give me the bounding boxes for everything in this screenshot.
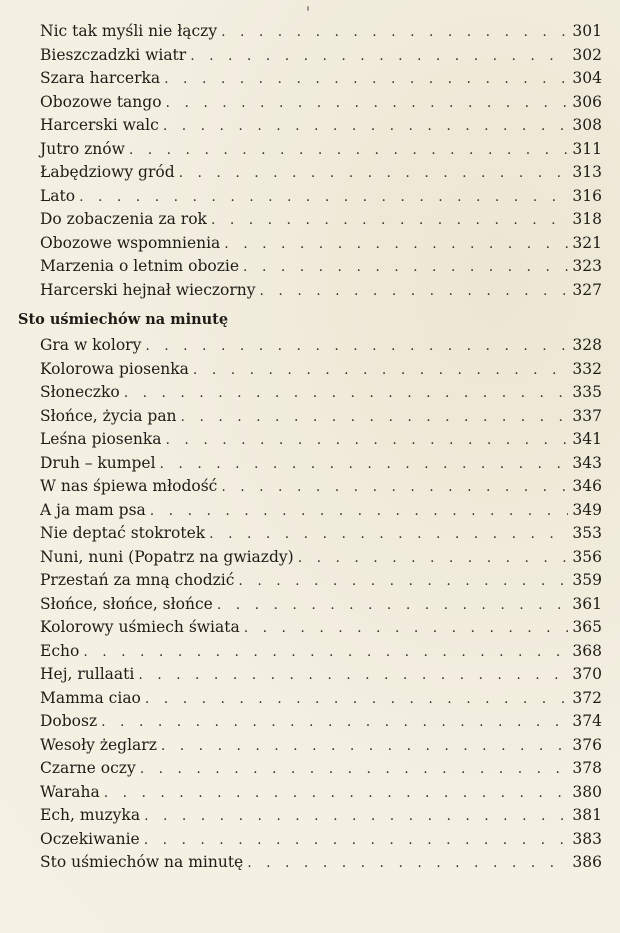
toc-entry-title: Marzenia o letnim obozie [40,257,240,275]
toc-entry[interactable] [40,114,602,138]
toc-entry[interactable] [40,334,602,358]
toc-entry-title: Sto uśmiechów na minutę [40,853,244,871]
section-heading: Sto uśmiechów na minutę [18,311,229,328]
toc-entry[interactable] [40,499,602,523]
toc-entry-title: Nuni, nuni (Popatrz na gwiazdy) [40,547,294,566]
toc-entry[interactable] [40,67,602,91]
dot-leader [129,139,568,163]
toc-entry-page: 311 [572,139,602,158]
dot-leader [247,852,568,876]
toc-entry-page: 335 [572,383,602,401]
toc-entry-title: Nie deptać stokrotek [40,524,206,542]
toc-entry-title: Słońce, życia pan [40,406,177,425]
toc-entry-title: Gra w kolory [40,336,142,354]
toc-entry[interactable] [40,185,602,209]
toc-entry-title: Wesoły żeglarz [40,735,157,754]
toc-entry-page: 343 [572,453,602,472]
toc-entry[interactable] [40,208,602,232]
toc-entry-title: Echo [40,641,80,660]
toc-entry-title: Łabędziowy gród [40,163,175,181]
toc-entry-title: W nas śpiewa młodość [40,477,218,495]
toc-entry[interactable] [40,804,602,828]
dot-leader [298,547,568,571]
toc-entry-page: 328 [572,336,602,354]
toc-entry[interactable] [40,710,602,734]
toc-entry-page: 361 [572,594,602,613]
dot-leader [221,476,568,500]
toc-entry-title: Czarne oczy [40,759,136,777]
toc-entry-page: 376 [572,735,602,754]
dot-leader [190,45,568,69]
dot-leader [140,758,568,782]
toc-entry-title: Dobosz [40,712,98,730]
dot-leader [124,382,568,406]
dot-leader [193,359,568,383]
toc-entry-page: 368 [572,641,602,660]
toc-entry-title: Hej, rullaati [40,665,135,683]
toc-entry[interactable] [40,255,602,279]
toc-entry[interactable] [40,569,602,593]
dot-leader [238,570,568,594]
toc-entry[interactable] [40,428,602,452]
toc-entry-page: 353 [572,524,602,542]
toc-list-section-2 [40,334,602,875]
toc-entry-page: 381 [572,806,602,824]
toc-entry[interactable] [40,593,602,617]
toc-entry-title: Mamma ciao [40,688,141,707]
toc-entry-page: 365 [572,618,602,636]
toc-entry-title: Leśna piosenka [40,430,162,448]
dot-leader [260,280,568,304]
toc-entry-title: Harcerski walc [40,116,159,134]
toc-entry-title: Waraha [40,782,100,801]
dot-leader [83,641,568,665]
toc-entry-page: 302 [572,45,602,64]
dot-leader [104,782,568,806]
toc-entry-title: Słoneczko [40,383,120,401]
toc-entry[interactable] [40,279,602,303]
toc-entry-page: 341 [572,430,602,448]
toc-entry-page: 372 [572,688,602,707]
page-speck [307,6,309,11]
toc-entry[interactable] [40,232,602,256]
toc-entry-title: A ja mam psa [40,500,146,519]
toc-entry-title: Przestań za mną chodzić [40,571,235,589]
dot-leader [150,500,568,524]
dot-leader [217,594,568,618]
toc-entry-title: Ech, muzyka [40,806,141,824]
dot-leader [160,453,568,477]
toc-entry[interactable] [40,405,602,429]
dot-leader [166,92,568,116]
toc-entry-title: Kolorowa piosenka [40,359,189,378]
toc-entry[interactable] [40,640,602,664]
toc-entry-page: 308 [572,116,602,134]
toc-entry[interactable] [40,91,602,115]
toc-entry-page: 374 [572,712,602,730]
toc-entry-page: 304 [572,69,602,87]
toc-list-section-1 [40,20,602,302]
toc-entry-title: Szara harcerka [40,69,161,87]
toc-entry[interactable] [40,452,602,476]
dot-leader [145,688,568,712]
toc-entry-page: 313 [572,163,602,181]
dot-leader [224,233,568,257]
toc-entry[interactable] [40,44,602,68]
dot-leader [181,406,568,430]
toc-entry-title: Harcerski hejnał wieczorny [40,280,256,299]
toc-entry[interactable] [40,475,602,499]
toc-entry-title: Druh – kumpel [40,453,156,472]
toc-entry-page: 337 [572,406,602,425]
toc-entry[interactable] [40,687,602,711]
toc-entry-page: 370 [572,665,602,683]
dot-leader [221,21,568,45]
toc-entry[interactable] [40,381,602,405]
toc-entry-title: Obozowe tango [40,92,162,111]
dot-leader [164,68,568,92]
dot-leader [79,186,568,210]
toc-entry-page: 318 [572,210,602,228]
toc-entry-title: Nic tak myśli nie łączy [40,22,218,40]
toc-entry-title: Lato [40,186,76,205]
toc-entry-page: 316 [572,186,602,205]
toc-entry-page: 332 [572,359,602,378]
dot-leader [166,429,568,453]
dot-leader [144,829,568,853]
dot-leader [144,805,568,829]
toc-entry[interactable] [40,161,602,185]
toc-entry[interactable] [40,546,602,570]
toc-entry-page: 301 [572,22,602,40]
toc-entry[interactable] [40,828,602,852]
toc-entry[interactable] [40,851,602,875]
dot-leader [209,523,568,547]
dot-leader [145,335,568,359]
toc-entry-page: 386 [572,853,602,871]
toc-entry-page: 346 [572,477,602,495]
toc-entry-page: 306 [572,92,602,111]
toc-entry[interactable] [40,663,602,687]
toc-entry[interactable] [40,358,602,382]
dot-leader [243,256,568,280]
toc-entry-title: Oczekiwanie [40,829,140,848]
toc-entry[interactable] [40,20,602,44]
toc-entry[interactable] [40,616,602,640]
dot-leader [101,711,568,735]
dot-leader [163,115,568,139]
toc-entry-title: Słońce, słońce, słońce [40,594,213,613]
toc-entry-page: 321 [572,233,602,252]
toc-entry[interactable] [40,138,602,162]
toc-entry[interactable] [40,781,602,805]
dot-leader [161,735,568,759]
toc-entry-page: 378 [572,759,602,777]
toc-entry-title: Obozowe wspomnienia [40,233,221,252]
toc-entry-title: Do zobaczenia za rok [40,210,207,228]
toc-entry-page: 349 [572,500,602,519]
dot-leader [244,617,568,641]
toc-entry-page: 383 [572,829,602,848]
toc-entry-page: 323 [572,257,602,275]
toc-entry-page: 356 [572,547,602,566]
toc-entry[interactable] [40,522,602,546]
toc-entry[interactable] [40,734,602,758]
dot-leader [179,162,568,186]
toc-entry-page: 359 [572,571,602,589]
toc-entry-title: Jutro znów [40,139,125,158]
dot-leader [138,664,568,688]
toc-entry-title: Bieszczadzki wiatr [40,45,187,64]
toc-entry[interactable] [40,757,602,781]
dot-leader [211,209,568,233]
toc-entry-page: 327 [572,280,602,299]
toc-entry-title: Kolorowy uśmiech świata [40,618,240,636]
toc-entry-page: 380 [572,782,602,801]
